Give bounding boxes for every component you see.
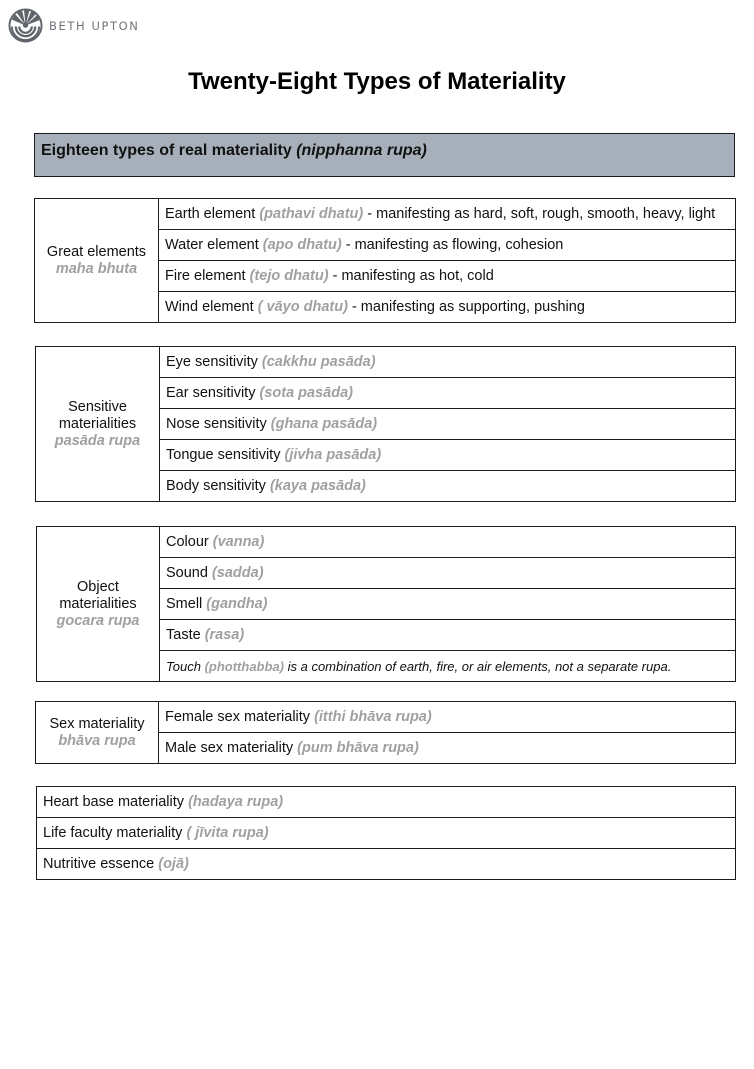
item-pali: (cakkhu pasāda) [261, 354, 376, 370]
item-pali: (vanna) [212, 534, 265, 550]
table-row [37, 849, 736, 880]
table-row [36, 702, 736, 733]
item-pali: (itthi bhāva rupa) [314, 709, 432, 725]
item-cell [37, 849, 736, 880]
banner-heading [41, 142, 427, 160]
item-desc: - manifesting as supporting, pushing [347, 299, 585, 315]
brand-name: BETH UPTON [49, 18, 140, 33]
item-cell [160, 589, 736, 620]
group-label-cell [35, 199, 159, 323]
item-name: Life faculty materiality [43, 825, 187, 841]
item-pali: ( vāyo dhatu) [257, 299, 348, 315]
group-table-object-materialities [36, 526, 736, 682]
table-row [37, 527, 736, 558]
table-row [36, 347, 736, 378]
table-row [35, 199, 736, 230]
item-cell [160, 378, 736, 409]
item-name: Smell [166, 596, 207, 612]
item-pali: (tejo dhatu) [249, 268, 329, 284]
item-name: Female sex materiality [165, 709, 315, 725]
item-cell [160, 527, 736, 558]
group-label: Sex materiality [49, 715, 145, 732]
item-name: Fire element [165, 268, 250, 284]
item-name: Colour [166, 534, 213, 550]
item-pali: (ghana pasāda) [270, 416, 378, 432]
group-label-cell [36, 702, 159, 764]
group-label: Sensitive materialities [58, 398, 137, 432]
item-cell [37, 818, 736, 849]
item-pali: (pum bhāva rupa) [297, 740, 419, 756]
item-pali: (gandha) [206, 596, 268, 612]
item-cell [159, 230, 736, 261]
item-name: Tongue sensitivity [166, 447, 285, 463]
note-desc: is a combination of earth, fire, or air elements, not a separate rupa. [283, 658, 672, 674]
item-pali: (rasa) [204, 627, 245, 643]
group-label-cell [36, 347, 160, 502]
note-name: Touch [166, 658, 205, 674]
group-pali: maha bhuta [55, 260, 138, 277]
standalone-materialities-table [36, 786, 736, 880]
item-pali: (sadda) [211, 565, 264, 581]
item-cell [160, 409, 736, 440]
item-name: Body sensitivity [166, 478, 270, 494]
banner-pali: (nipphanna rupa) [296, 142, 427, 159]
item-pali: (jivha pasāda) [284, 447, 382, 463]
note-pali: (photthabba) [204, 658, 284, 674]
group-label: Object materialities [59, 578, 137, 612]
group-label-cell [37, 527, 160, 682]
group-label: Great elements [46, 243, 147, 260]
group-pali: bhāva rupa [58, 732, 136, 749]
item-pali: (kaya pasāda) [269, 478, 366, 494]
group-table-sensitive-materialities [35, 346, 736, 502]
item-name: Sound [166, 565, 212, 581]
item-name: Wind element [165, 299, 258, 315]
item-pali: (hadaya rupa) [188, 794, 284, 810]
item-name: Heart base materiality [43, 794, 189, 810]
section-banner [34, 133, 735, 177]
item-cell [160, 471, 736, 502]
item-desc: - manifesting as flowing, cohesion [341, 237, 564, 253]
item-name: Nutritive essence [43, 856, 159, 872]
page-title: Twenty-Eight Types of Materiality [188, 68, 566, 95]
item-name: Earth element [165, 206, 260, 222]
item-pali: (pathavi dhatu) [259, 206, 364, 222]
item-pali: (ojā) [158, 856, 189, 872]
group-table-sex-materiality [35, 701, 736, 764]
item-cell [160, 440, 736, 471]
item-name: Nose sensitivity [166, 416, 271, 432]
banner-text: Eighteen types of real materiality [41, 142, 297, 159]
item-name: Eye sensitivity [166, 354, 262, 370]
item-cell [160, 620, 736, 651]
item-cell [159, 292, 736, 323]
item-cell [160, 558, 736, 589]
item-pali: (apo dhatu) [262, 237, 342, 253]
table-row [37, 818, 736, 849]
item-cell [160, 347, 736, 378]
group-pali: pasāda rupa [54, 432, 141, 449]
item-cell [159, 733, 736, 764]
brand-logo[interactable] [8, 8, 140, 43]
item-name: Male sex materiality [165, 740, 298, 756]
touch-note-cell [160, 651, 736, 682]
item-name: Taste [166, 627, 205, 643]
group-pali: gocara rupa [56, 612, 140, 629]
sunrise-circle-logo-icon [8, 8, 43, 43]
item-pali: (sota pasāda) [259, 385, 353, 401]
item-name: Water element [165, 237, 263, 253]
item-name: Ear sensitivity [166, 385, 260, 401]
item-desc: - manifesting as hot, cold [328, 268, 494, 284]
item-pali: ( jīvita rupa) [186, 825, 269, 841]
group-table-great-elements [34, 198, 736, 323]
item-cell [159, 261, 736, 292]
item-cell [159, 199, 736, 230]
item-desc: - manifesting as hard, soft, rough, smooth, heavy, light [363, 206, 716, 222]
table-row [37, 787, 736, 818]
item-cell [37, 787, 736, 818]
item-cell [159, 702, 736, 733]
